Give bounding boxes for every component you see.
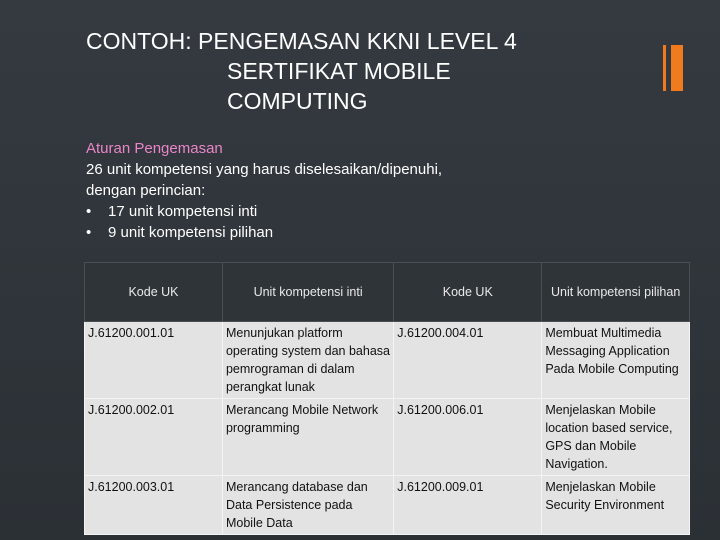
header-unit-inti: Unit kompetensi inti xyxy=(222,263,393,322)
table-row xyxy=(85,476,690,535)
cell-unit-pilihan: Membuat Multimedia Messaging Application Pada Mobile Computing xyxy=(542,322,690,399)
accent-bar-thin xyxy=(663,45,666,91)
bullet-icon: • xyxy=(86,203,92,220)
body-line-1: 26 unit kompetensi yang harus diselesaikan/dipenuhi, xyxy=(86,161,443,178)
accent-bar-decoration xyxy=(663,45,683,91)
cell-unit-inti: Merancang database dan Data Persistence pada Mobile Data xyxy=(222,476,393,535)
table-row xyxy=(85,399,690,476)
title-line-2: SERTIFIKAT MOBILE xyxy=(227,58,451,84)
title-line-1: CONTOH: PENGEMASAN KKNI LEVEL 4 xyxy=(86,28,517,54)
bullet-icon: • xyxy=(86,224,92,241)
body-text xyxy=(86,138,646,243)
title-line-3: COMPUTING xyxy=(227,88,368,114)
cell-unit-pilihan: Menjelaskan Mobile location based service, GPS dan Mobile Navigation. xyxy=(542,399,690,476)
cell-unit-inti: Menunjukan platform operating system dan bahasa pemrograman di dalam perangkat lunak xyxy=(222,322,393,399)
competency-table xyxy=(84,262,690,535)
header-kode-uk-inti: Kode UK xyxy=(85,263,223,322)
header-unit-pilihan: Unit kompetensi pilihan xyxy=(542,263,690,322)
table-row xyxy=(85,322,690,399)
cell-kode-inti: J.61200.001.01 xyxy=(85,322,223,399)
accent-bar-thick xyxy=(671,45,683,91)
bullet-item xyxy=(86,201,646,222)
table-header-row xyxy=(85,263,690,322)
cell-unit-pilihan: Menjelaskan Mobile Security Environment xyxy=(542,476,690,535)
bullet-item xyxy=(86,222,646,243)
cell-kode-inti: J.61200.002.01 xyxy=(85,399,223,476)
bullet-text: 17 unit kompetensi inti xyxy=(108,203,258,220)
cell-unit-inti: Merancang Mobile Network programming xyxy=(222,399,393,476)
cell-kode-pilihan: J.61200.006.01 xyxy=(394,399,542,476)
slide-title xyxy=(86,26,646,116)
header-kode-uk-pilihan: Kode UK xyxy=(394,263,542,322)
bullet-text: 9 unit kompetensi pilihan xyxy=(108,224,274,241)
body-line-2: dengan perincian: xyxy=(86,182,206,199)
cell-kode-inti: J.61200.003.01 xyxy=(85,476,223,535)
section-heading: Aturan Pengemasan xyxy=(86,140,223,157)
cell-kode-pilihan: J.61200.009.01 xyxy=(394,476,542,535)
cell-kode-pilihan: J.61200.004.01 xyxy=(394,322,542,399)
